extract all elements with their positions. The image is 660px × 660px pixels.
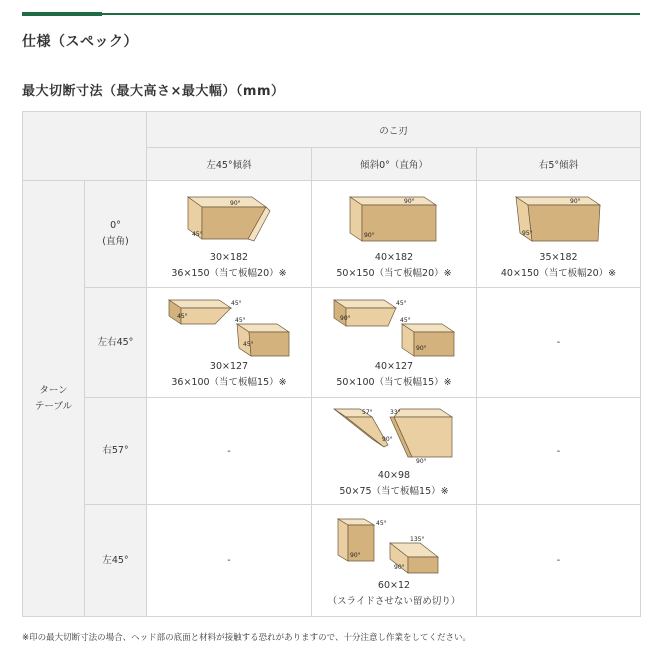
- cell-1-left45: [147, 288, 312, 398]
- miter-cut-45-illustration: [332, 296, 456, 358]
- svg-text:57°: 57°: [362, 408, 373, 416]
- miter-cut-57-illustration: [332, 405, 456, 467]
- header-row-group: [23, 112, 641, 148]
- cell-2-left45: -: [147, 398, 312, 505]
- row-label-1: 左右45°: [85, 288, 147, 398]
- cell-1-right5: -: [477, 288, 641, 398]
- dimension-main: 30×127: [209, 361, 249, 372]
- table-title: 最大切断寸法（最大高さ×最大幅）（mm）: [22, 84, 285, 99]
- svg-text:90°: 90°: [404, 197, 415, 205]
- top-rule-accent: [22, 12, 102, 16]
- svg-text:135°: 135°: [410, 536, 425, 543]
- dimension-main: 60×12: [377, 580, 411, 591]
- top-rule: [22, 13, 640, 15]
- table-row: [23, 505, 641, 617]
- svg-text:90°: 90°: [364, 231, 375, 239]
- cell-1-tilt0: [312, 288, 477, 398]
- svg-text:90°: 90°: [569, 197, 581, 205]
- svg-text:45°: 45°: [235, 317, 246, 324]
- compound-cut-left45-illustration: [167, 296, 291, 358]
- svg-text:45°: 45°: [177, 313, 188, 320]
- cell-3-left45: -: [147, 505, 312, 617]
- svg-text:90°: 90°: [230, 199, 241, 207]
- row-label-0: 0° (直角): [85, 181, 147, 288]
- footnote: ※印の最大切断寸法の場合、ヘッド部の底面と材料が接触する恐れがありますので、十分注意し作業をしてください。: [22, 633, 471, 643]
- spec-table: [22, 111, 641, 617]
- svg-text:90°: 90°: [416, 457, 427, 465]
- cell-3-tilt0: [312, 505, 477, 617]
- svg-text:45°: 45°: [400, 317, 411, 324]
- dimension-main: 35×182: [539, 251, 578, 263]
- dimension-sub: 36×100（当て板幅15）※: [171, 377, 287, 388]
- cell-0-left45: [147, 181, 312, 288]
- table-row: [23, 181, 641, 288]
- svg-text:45°: 45°: [243, 341, 254, 348]
- svg-text:90°: 90°: [350, 552, 361, 559]
- section-title: 仕様（スペック）: [22, 34, 138, 50]
- cell-0-tilt0: [312, 181, 477, 288]
- header-blade: のこ刃: [147, 112, 641, 148]
- dimension-sub: 50×75（当て板幅15）※: [339, 485, 449, 497]
- table-row: [23, 288, 641, 398]
- cell-2-right5: -: [477, 398, 641, 505]
- dimension-sub: （スライドさせない留め切り）: [327, 596, 461, 607]
- table-row: [23, 398, 641, 505]
- header-col-left45: 左45°傾斜: [147, 148, 312, 181]
- dimension-main: 30×182: [209, 251, 249, 263]
- dimension-main: 40×182: [374, 251, 414, 263]
- svg-text:95°: 95°: [521, 229, 533, 237]
- header-col-right5: 右5°傾斜: [477, 148, 641, 181]
- row-label-3: 左45°: [85, 505, 147, 617]
- header-corner: [23, 112, 147, 181]
- cell-0-right5: [477, 181, 641, 288]
- cell-2-tilt0: [312, 398, 477, 505]
- cell-3-right5: -: [477, 505, 641, 617]
- straight-cut-illustration: [346, 189, 442, 249]
- dimension-sub: 50×100（当て板幅15）※: [336, 377, 452, 388]
- dimension-main: 40×98: [377, 469, 411, 481]
- svg-text:45°: 45°: [231, 300, 242, 307]
- dimension-sub: 36×150（当て板幅20）※: [171, 267, 287, 279]
- svg-text:33°: 33°: [390, 408, 401, 416]
- svg-text:90°: 90°: [382, 435, 393, 443]
- dimension-sub: 50×150（当て板幅20）※: [336, 267, 452, 279]
- svg-text:45°: 45°: [376, 520, 387, 527]
- svg-text:90°: 90°: [340, 315, 351, 322]
- row-label-2: 右57°: [85, 398, 147, 505]
- miter-cut-vertical-illustration: [334, 513, 454, 577]
- svg-text:45°: 45°: [396, 300, 407, 307]
- bevel-cut-right5-illustration: [512, 189, 606, 249]
- svg-text:90°: 90°: [394, 564, 405, 571]
- header-col-tilt0: 傾斜0°（直角）: [312, 148, 477, 181]
- bevel-cut-left45-illustration: [184, 189, 274, 249]
- dimension-main: 40×127: [374, 361, 414, 372]
- turntable-label: ターン テーブル: [23, 181, 85, 617]
- dimension-sub: 40×150（当て板幅20）※: [500, 267, 617, 279]
- svg-text:45°: 45°: [192, 230, 203, 238]
- svg-text:90°: 90°: [416, 345, 427, 352]
